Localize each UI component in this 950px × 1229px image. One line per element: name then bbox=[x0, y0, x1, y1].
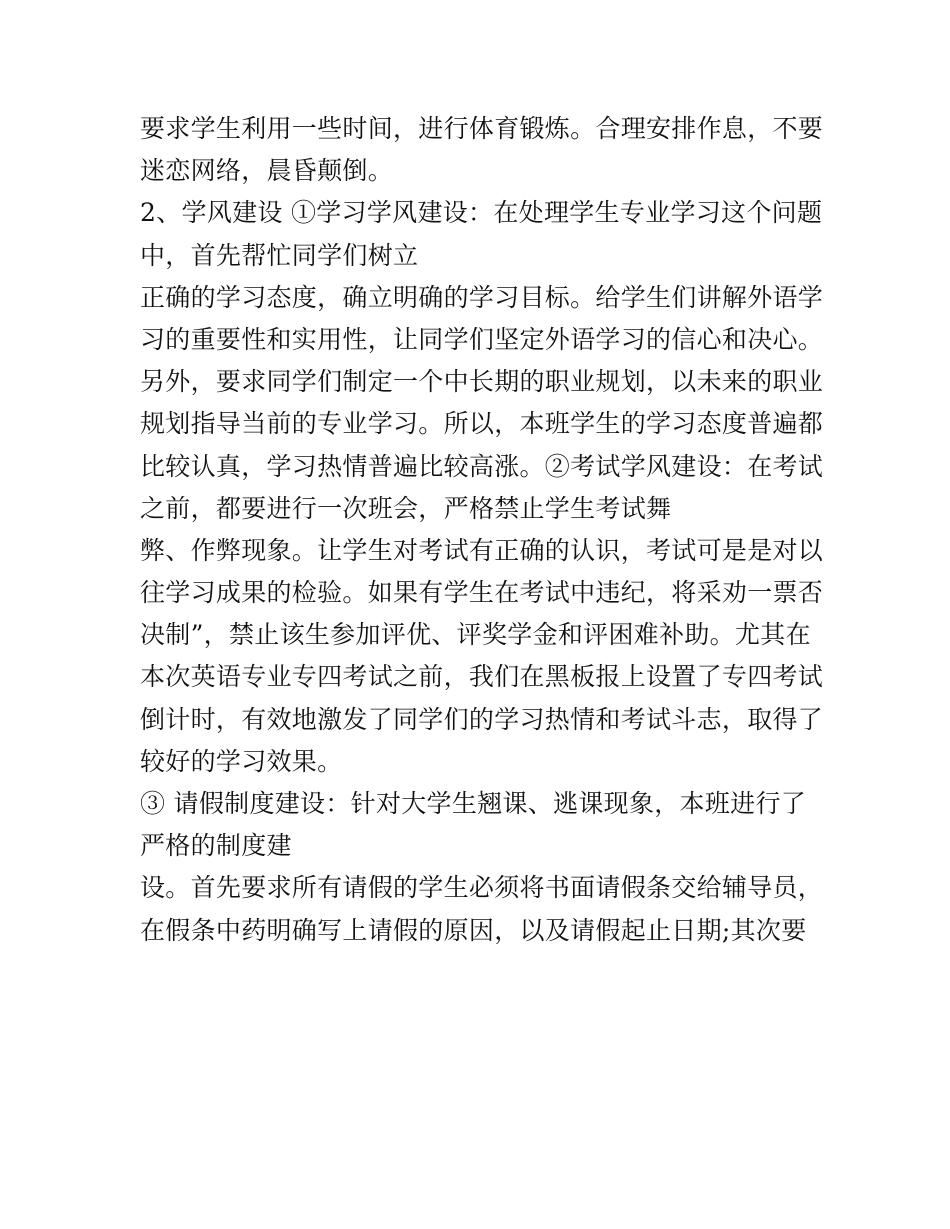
text-line: ③ 请假制度建设：针对大学生翘课、逃课现象，本班进行了 bbox=[140, 789, 807, 818]
text-line: 另外，要求同学们制定一个中长期的职业规划，以未来的职业 bbox=[140, 367, 824, 397]
text-line: 往学习成果的检验。如果有学生在考试中违纪，将采劝一票否 bbox=[140, 578, 824, 608]
text-line: 本次英语专业专四考试之前，我们在黑板报上设置了专四考试 bbox=[140, 662, 824, 692]
text-line: 在假条中药明确写上请假的原因，以及请假起止日期;其次要 bbox=[140, 915, 807, 945]
text-line: 规划指导当前的专业学习。所以，本班学生的学习态度普遍都 bbox=[140, 409, 824, 439]
text-line: 设。首先要求所有请假的学生必须将书面请假条交给辅导员， bbox=[140, 873, 824, 903]
text-line: 迷恋网络，晨昏颠倒。 bbox=[140, 156, 394, 186]
body-text bbox=[140, 108, 824, 952]
text-line: 倒计时，有效地激发了同学们的学习热情和考试斗志，取得了 bbox=[140, 704, 824, 734]
text-line: 较好的学习效果。 bbox=[140, 746, 343, 776]
text-line: 要求学生利用一些时间，进行体育锻炼。合理安排作息，不要 bbox=[140, 114, 824, 143]
text-line: 正确的学习态度，确立明确的学习目标。给学生们讲解外语学 bbox=[140, 282, 824, 312]
text-line: 2、学风建设 ①学习学风建设：在处理学生专业学习这个问题 bbox=[140, 198, 823, 228]
text-line: 决制”，禁止该生参加评优、评奖学金和评困难补助。尤其在 bbox=[140, 620, 811, 650]
text-line: 严格的制度建 bbox=[140, 831, 292, 861]
text-line: 习的重要性和实用性，让同学们坚定外语学习的信心和决心。 bbox=[140, 324, 824, 354]
text-line: 弊、作弊现象。让学生对考试有正确的认识，考试可是是对以 bbox=[140, 535, 824, 565]
text-line: 之前，都要进行一次班会，严格禁止学生考试舞 bbox=[140, 493, 672, 523]
text-line: 中，首先帮忙同学们树立 bbox=[140, 240, 419, 270]
text-line: 比较认真，学习热情普遍比较高涨。②考试学风建设：在考试 bbox=[140, 451, 824, 481]
